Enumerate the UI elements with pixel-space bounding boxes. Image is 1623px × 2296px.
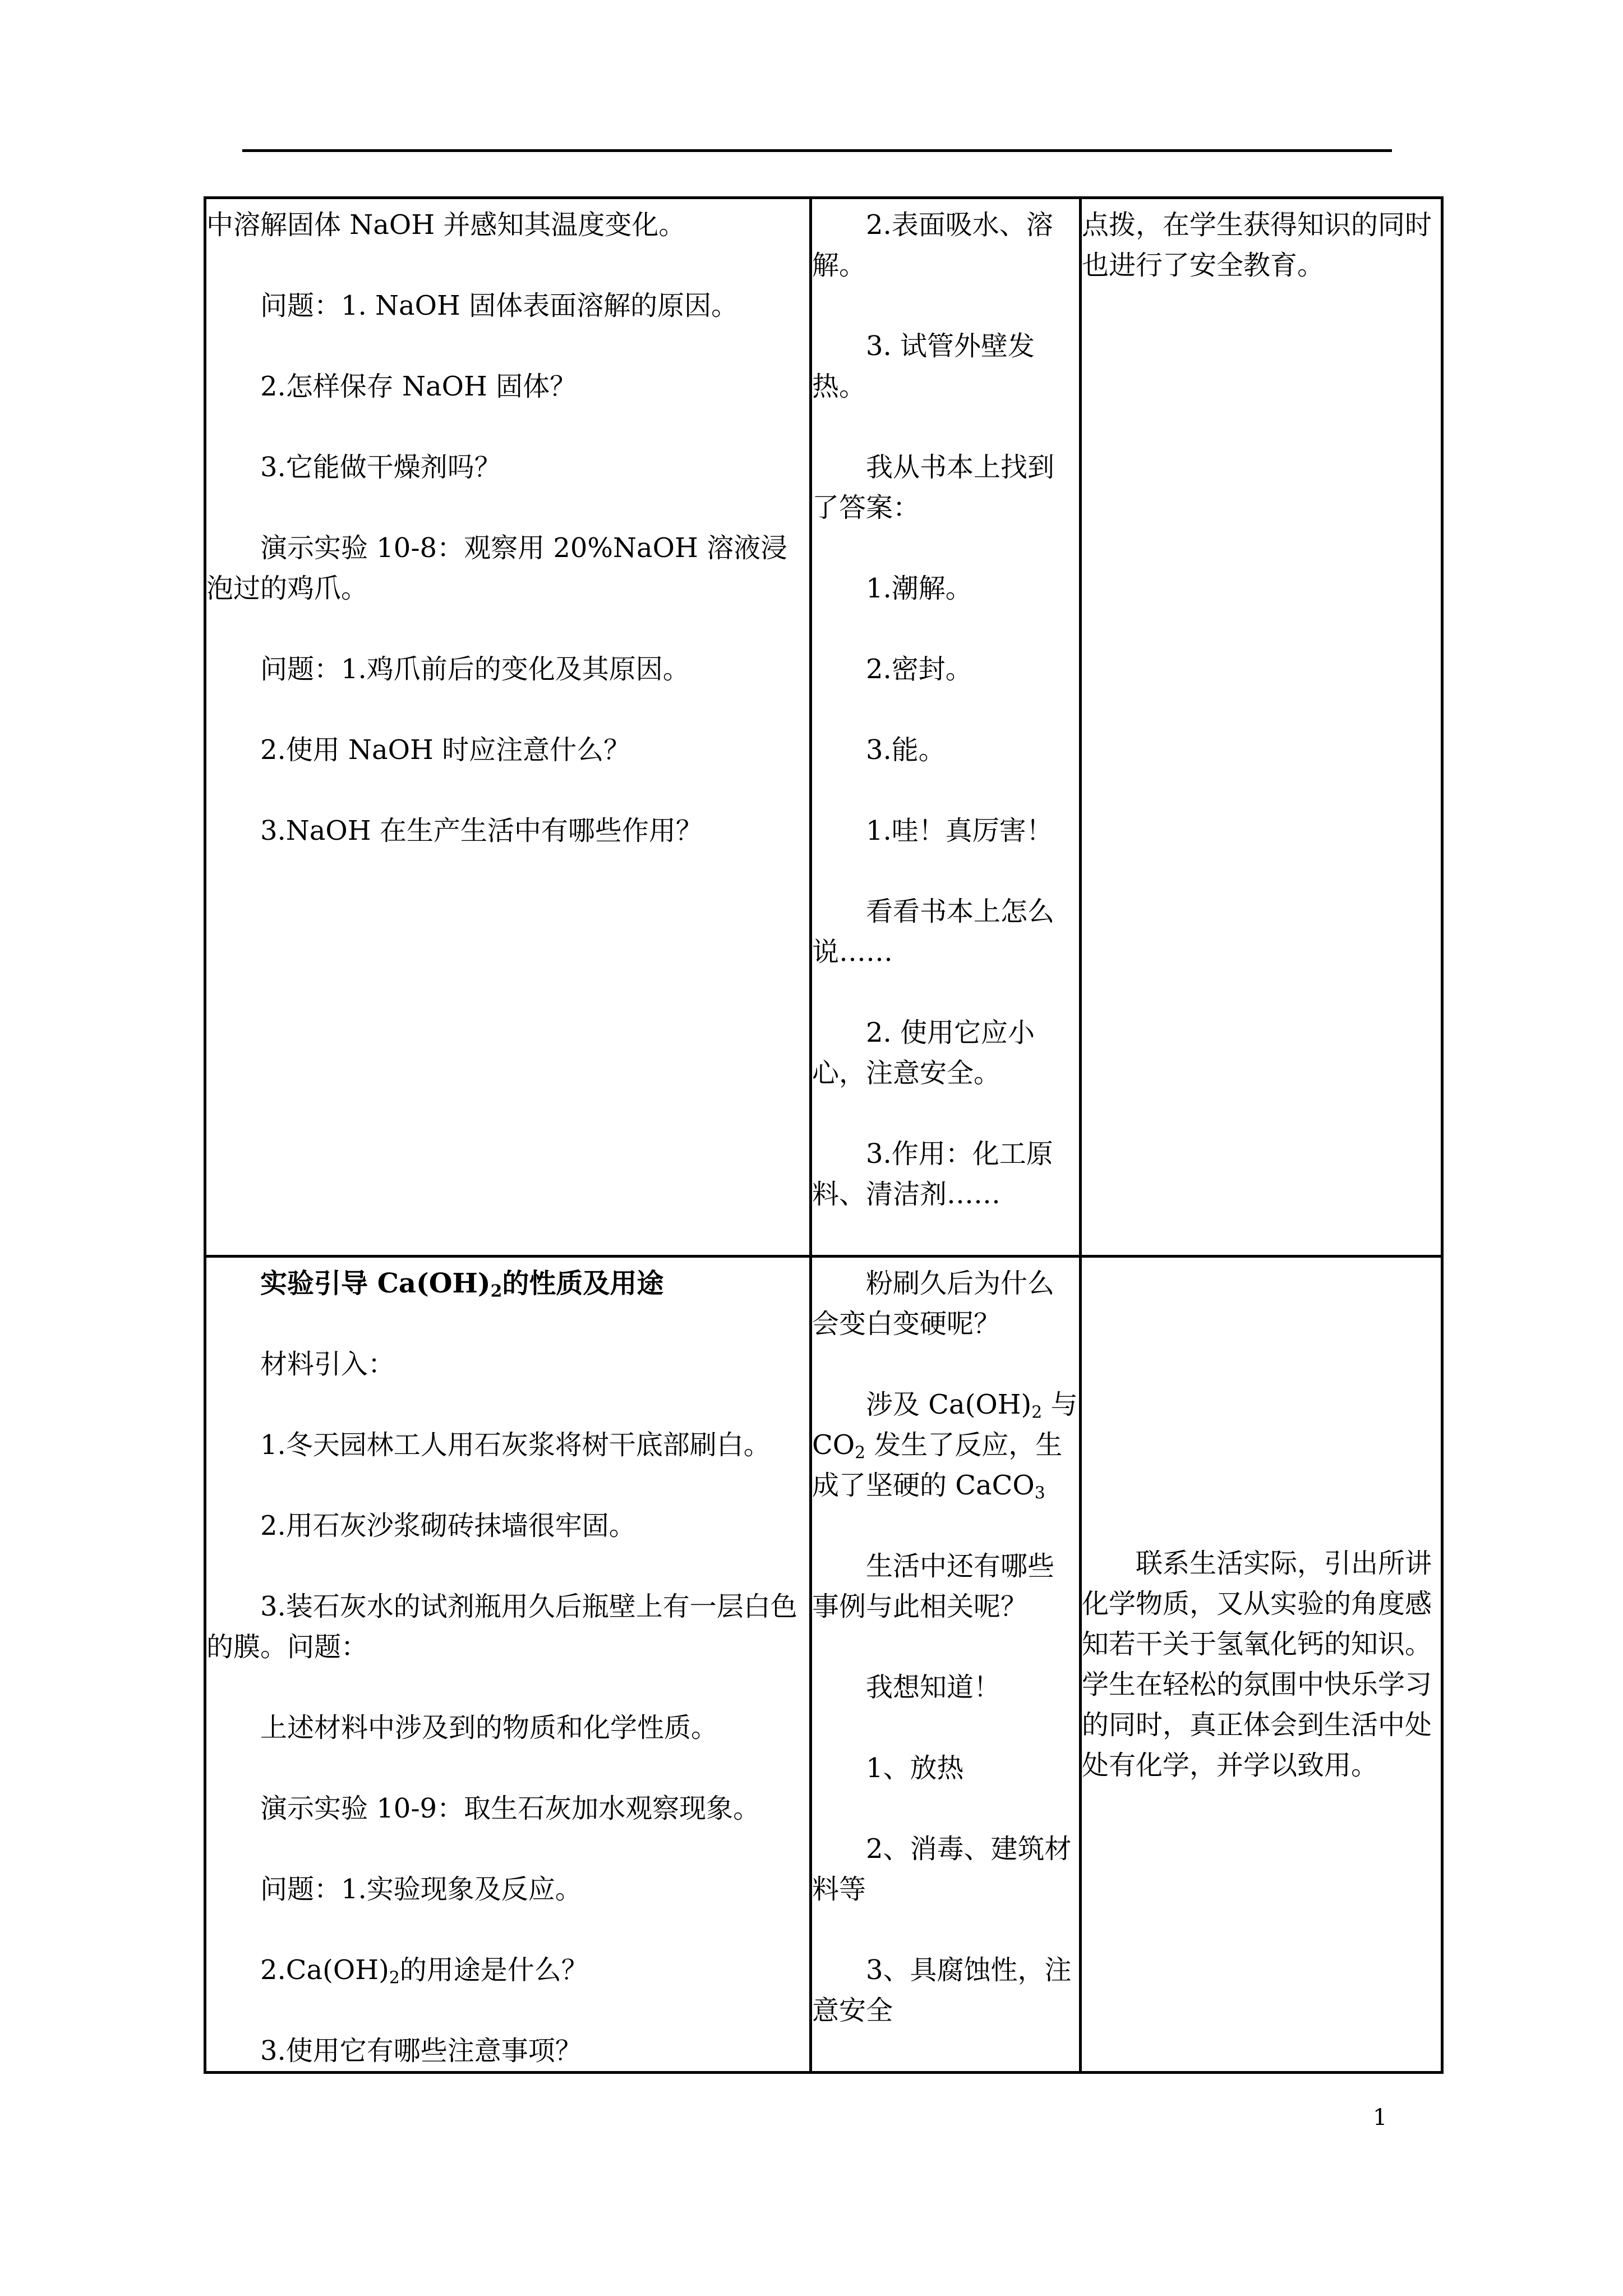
paragraph: 2.密封。 — [866, 654, 972, 685]
table-row — [205, 198, 1442, 1257]
paragraph: 2.怎样保存 NaOH 固体？ — [260, 371, 577, 402]
header-rule — [242, 149, 1392, 152]
paragraph: 演示实验 10-9：取生石灰加水观察现象。 — [260, 1793, 760, 1824]
section-heading: 实验引导 $Ca(OH)_2$的性质及用途 — [260, 1268, 664, 1301]
paragraph: 问题：1.鸡爪前后的变化及其原因。 — [260, 654, 690, 685]
paragraph: 材料引入： — [260, 1349, 395, 1380]
paragraph: 3. 试管外壁发热。 — [812, 330, 1035, 402]
paragraph: 生活中还有哪些事例与此相关呢？ — [812, 1550, 1055, 1622]
design-intent-cell — [1081, 1257, 1442, 2073]
student-activity-cell — [811, 1257, 1081, 2073]
paragraph: 3、具腐蚀性，注意安全 — [812, 1954, 1072, 2026]
paragraph: 3.装石灰水的试剂瓶用久后瓶壁上有一层白色的膜。问题： — [206, 1591, 797, 1663]
paragraph: 2.表面吸水、溶解。 — [812, 209, 1053, 281]
paragraph: 中溶解固体 NaOH 并感知其温度变化。 — [206, 209, 686, 241]
teacher-activity-cell — [205, 198, 811, 1257]
paragraph: 2.用石灰沙浆砌砖抹墙很牢固。 — [260, 1510, 636, 1542]
paragraph: 3.NaOH 在生产生活中有哪些作用？ — [260, 815, 703, 846]
design-intent-cell — [1081, 198, 1442, 1257]
paragraph: 粉刷久后为什么会变白变硬呢？ — [812, 1268, 1055, 1340]
paragraph: 3.作用：化工原料、清洁剂…… — [812, 1138, 1053, 1210]
paragraph: 2. 使用它应小心，注意安全。 — [812, 1017, 1035, 1089]
paragraph: 2、消毒、建筑材料等 — [812, 1833, 1072, 1905]
teacher-activity-cell — [205, 1257, 811, 2073]
paragraph: 1.潮解。 — [866, 573, 972, 604]
paragraph: 我从书本上找到了答案： — [812, 452, 1055, 523]
paragraph: 涉及 $Ca(OH)_2$ 与 $CO_2$ 发生了反应，生成了坚硬的 CaCO$_3$ — [812, 1389, 1078, 1503]
student-activity-cell — [811, 198, 1081, 1257]
paragraph: 3.使用它有哪些注意事项？ — [260, 2035, 582, 2067]
lesson-plan-table — [204, 196, 1444, 2074]
paragraph: 2.使用 NaOH 时应注意什么？ — [260, 734, 631, 766]
paragraph: 演示实验 10-8：观察用 20%NaOH 溶液浸泡过的鸡爪。 — [206, 532, 788, 604]
paragraph: 点拨，在学生获得知识的同时也进行了安全教育。 — [1082, 209, 1432, 281]
paragraph: 3.能。 — [866, 734, 946, 766]
paragraph: $2.Ca(OH)_2$的用途是什么？ — [260, 1954, 588, 1988]
paragraph: 上述材料中涉及到的物质和化学性质。 — [260, 1712, 718, 1743]
table-row — [205, 1257, 1442, 2073]
paragraph: 联系生活实际，引出所讲化学物质，又从实验的角度感知若干关于氢氧化钙的知识。学生在轻松的氛围中快乐学习的同时，真正体会到生活中处处有化学，并学以致用。 — [1082, 1548, 1432, 1781]
paragraph: 1.哇！真厉害！ — [866, 815, 1053, 846]
paragraph: 看看书本上怎么说…… — [812, 896, 1055, 968]
paragraph: 问题：1. NaOH 固体表面溶解的原因。 — [260, 290, 739, 321]
paragraph: 1.冬天园林工人用石灰浆将树干底部刷白。 — [260, 1429, 771, 1461]
paragraph: 3.它能做干燥剂吗？ — [260, 452, 501, 483]
paragraph: 问题：1.实验现象及反应。 — [260, 1874, 582, 1905]
page-number: 1 — [1373, 2105, 1387, 2131]
paragraph: 1、放热 — [866, 1752, 964, 1784]
paragraph: 我想知道！ — [866, 1672, 1001, 1703]
